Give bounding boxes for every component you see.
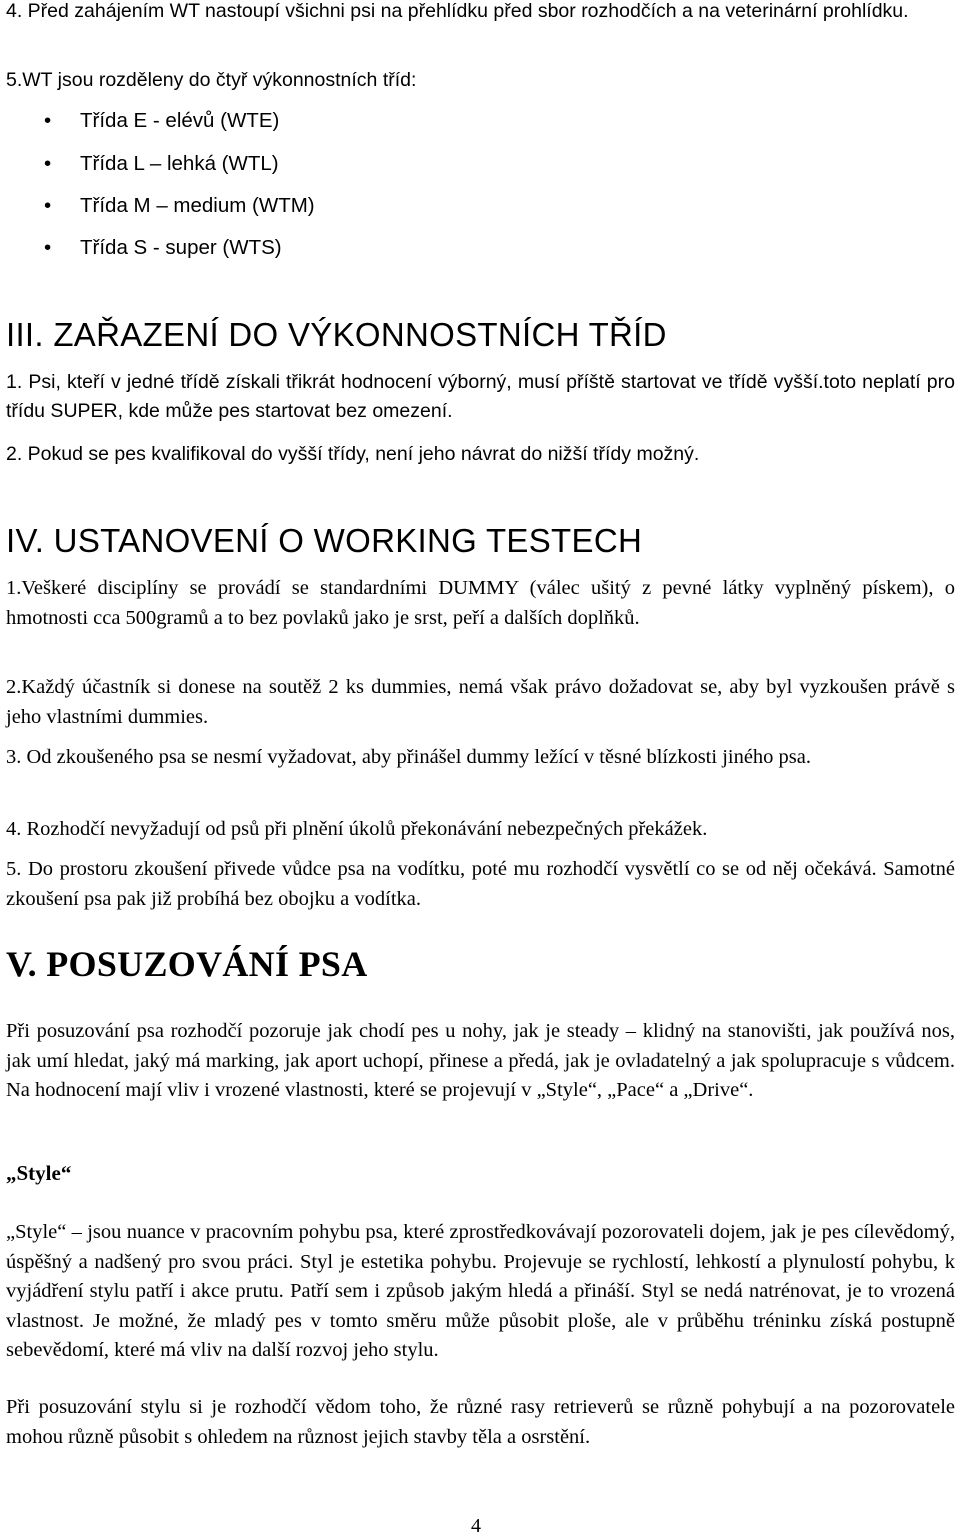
section-heading-4: IV. USTANOVENÍ O WORKING TESTECH — [6, 522, 643, 559]
section-heading-3: III. ZAŘAZENÍ DO VÝKONNOSTNÍCH TŘÍD — [6, 316, 667, 353]
bullet-icon: • — [44, 109, 52, 132]
section4-paragraph-2: 2.Každý účastník si donese na soutěž 2 ks dummies, nemá však právo dožadovat se, aby byl vyzkoušen právě s jeho vlastními dummies. — [6, 676, 955, 728]
section4-paragraph-3: 3. Od zkoušeného psa se nesmí vyžadovat, aby přinášel dummy ležící v těsné blízkosti jiného psa. — [6, 746, 812, 768]
style-paragraph-1: „Style“ – jsou nuance v pracovním pohybu psa, které zprostředkovávají pozorovateli dojem, jak je pes cílevědomý, úspěšný a nadšený pro svou práci. Styl je estetika pohybu. Projevuje se rychlostí, lehkostí a plynulostí pohybu, k vyjádření stylu patří i akce prutu. Patří sem i způsob jakým hledá a přináší. Styl se nedá natrénovat, je to vrozená vlastnost. Je možné, že mladý pes v tomto směru může působit ploše, ale v průběhu tréninku získá postupně sebevědomí, které má vliv na další rozvoj jeho stylu. — [6, 1221, 955, 1361]
list-item: • Třída E - elévů (WTE) — [44, 109, 280, 132]
bullet-icon: • — [44, 236, 52, 259]
style-paragraph-2: Při posuzování stylu si je rozhodčí vědom toho, že různé rasy retrieverů se různě pohybují a na pozorovatele mohou různě působit s ohledem na různost jejich stavby těla a osrstění. — [6, 1396, 955, 1448]
paragraph-5: 5.WT jsou rozděleny do čtyř výkonnostních tříd: — [6, 69, 417, 91]
style-subheading: „Style“ — [6, 1161, 72, 1185]
list-item: • Třída L – lehká (WTL) — [44, 152, 279, 175]
section3-paragraph-2: 2. Pokud se pes kvalifikoval do vyšší třídy, není jeho návrat do nižší třídy možný. — [6, 443, 700, 465]
bullet-icon: • — [44, 152, 52, 175]
section3-paragraph-1: 1. Psi, kteří v jedné třídě získali třikrát hodnocení výborný, musí příště startovat ve třídě vyšší.toto neplatí pro třídu SUPER, kde může pes startovat bez omezení. — [6, 371, 955, 422]
list-item: • Třída M – medium (WTM) — [44, 194, 315, 217]
bullet-icon: • — [44, 194, 52, 217]
section4-paragraph-5: 5. Do prostoru zkoušení přivede vůdce psa na vodítku, poté mu rozhodčí vysvětlí co se od něj očekává. Samotné zkoušení psa pak již probíhá bez obojku a vodítka. — [6, 858, 955, 910]
section5-paragraph-1: Při posuzování psa rozhodčí pozoruje jak chodí pes u nohy, jak je steady – klidný na stanovišti, jak používá nos, jak umí hledat, jaký má marking, jak aport uchopí, přinese a předá, jak je ovladatelný a jak spolupracuje s vůdcem. Na hodnocení mají vliv i vrozené vlastnosti, které se projevují v „Style“, „Pace“ a „Drive“. — [6, 1020, 955, 1101]
page-number: 4 — [471, 1515, 481, 1537]
section4-paragraph-4: 4. Rozhodčí nevyžadují od psů při plnění úkolů překonávání nebezpečných překážek. — [6, 818, 708, 840]
paragraph-4: 4. Před zahájením WT nastoupí všichni psi na přehlídku před sbor rozhodčích a na veterinární prohlídku. — [6, 0, 909, 22]
section-heading-5: V. POSUZOVÁNÍ PSA — [6, 944, 368, 984]
section4-paragraph-1: 1.Veškeré disciplíny se provádí se standardními DUMMY (válec ušitý z pevné látky vyplněný pískem), o hmotnosti cca 500gramů a to bez povlaků jako je srst, peří a dalších doplňků. — [6, 577, 955, 629]
list-item: • Třída S - super (WTS) — [44, 236, 282, 259]
